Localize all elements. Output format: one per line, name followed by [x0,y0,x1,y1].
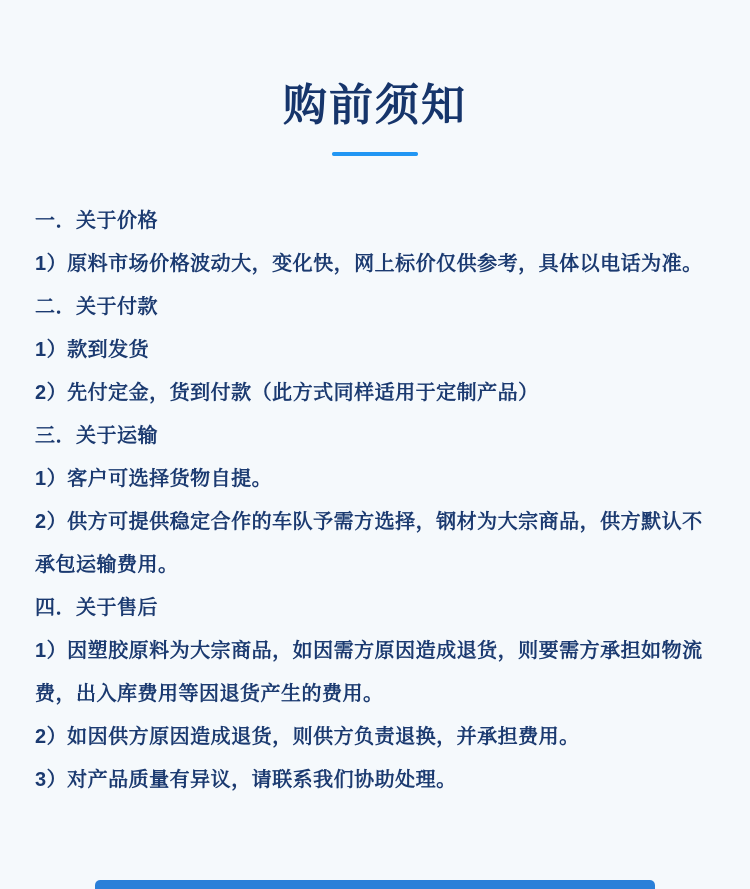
page-title: 购前须知 [283,81,467,130]
notice-item: 3）对产品质量有异议，请联系我们协助处理。 [35,769,457,791]
notice-item: 2）先付定金，货到付款（此方式同样适用于定制产品） [35,382,539,404]
notice-item: 1）因塑胶原料为大宗商品，如因需方原因造成退货，则要需方承担如物流费，出入库费用等因退货产生的费用。 [35,640,703,705]
notice-item: 2）如因供方原因造成退货，则供方负责退换，并承担费用。 [35,726,580,748]
title-underline-divider [332,152,418,156]
notice-item: 1）原料市场价格波动大，变化快，网上标价仅供参考，具体以电话为准。 [35,253,703,275]
section-heading-payment: 二．关于付款 [35,296,158,318]
notice-body [35,200,717,802]
notice-item: 1）款到发货 [35,339,150,361]
next-section-top-bar [95,880,655,889]
notice-item: 1）客户可选择货物自提。 [35,468,273,490]
section-heading-aftersales: 四．关于售后 [35,597,158,619]
notice-item: 2）供方可提供稳定合作的车队予需方选择，钢材为大宗商品，供方默认不承包运输费用。 [35,511,703,576]
section-heading-price: 一．关于价格 [35,210,158,232]
section-heading-shipping: 三．关于运输 [35,425,158,447]
